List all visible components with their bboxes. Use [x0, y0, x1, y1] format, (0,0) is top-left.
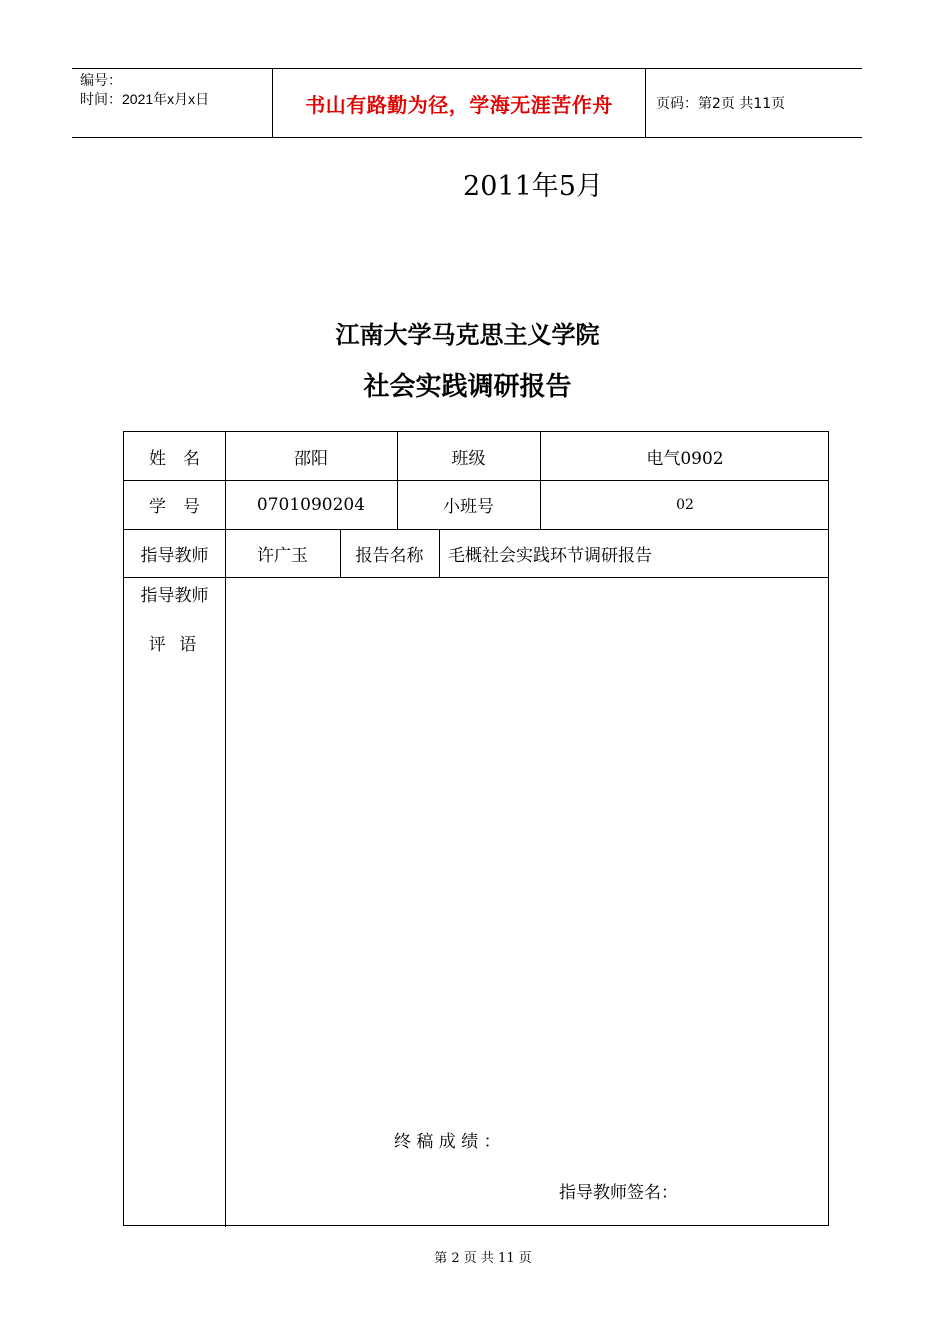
header-number-label: 编号：: [80, 72, 122, 88]
report-name-value: 毛概社会实践环节调研报告: [448, 545, 652, 566]
header-page-info: 页码：第2页 共11页: [656, 96, 786, 112]
group-value: 02: [676, 496, 694, 513]
report-form-table: [123, 431, 829, 1226]
advisor-label: 指导教师: [140, 545, 209, 566]
header-motto: 书山有路勤为径，学海无涯苦作舟: [272, 69, 646, 137]
school-title: 江南大学马克思主义学院: [335, 321, 600, 349]
header-time-label: 时间：2021年x月x日: [80, 91, 210, 107]
class-value: 电气0902: [646, 448, 724, 469]
row-divider: [124, 577, 828, 578]
page-footer: 第 2 页 共 11 页: [434, 1251, 532, 1266]
class-label: 班级: [451, 448, 486, 469]
group-label: 小班号: [443, 497, 494, 517]
student-id-value: 0701090204: [256, 494, 366, 515]
page-header: [72, 68, 862, 138]
report-title: 社会实践调研报告: [363, 372, 572, 402]
name-value: 邵阳: [294, 448, 328, 469]
comment-label-line1: 指导教师: [140, 585, 209, 606]
report-name-label: 报告名称: [355, 545, 424, 566]
signature-label: 指导教师签名：: [559, 1182, 678, 1203]
name-label: 姓 名: [149, 448, 200, 469]
student-id-label: 学 号: [149, 497, 200, 517]
advisor-value: 许广玉: [257, 545, 308, 566]
document-date: 2011年5月: [463, 171, 603, 202]
comment-label-line2: 评 语: [148, 634, 201, 655]
final-grade-label: 终 稿 成 绩 ：: [394, 1131, 501, 1152]
header-meta: [72, 69, 272, 137]
